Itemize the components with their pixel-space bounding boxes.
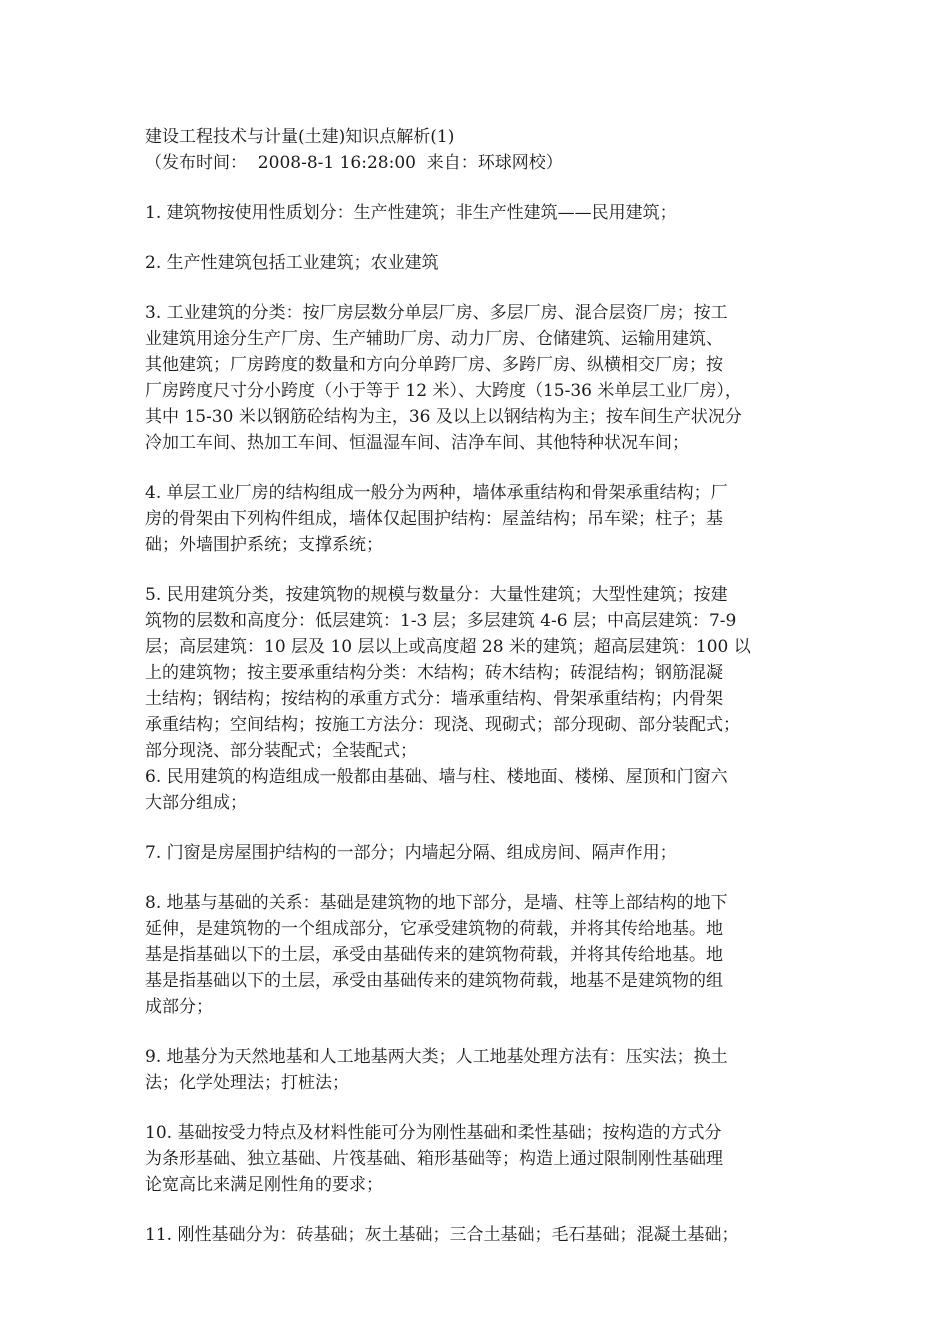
paragraph-line: 11. 刚性基础分为：砖基础；灰土基础；三合土基础；毛石基础；混凝土基础； <box>145 1225 739 1245</box>
paragraph-line: 承重结构；空间结构；按施工方法分：现浇、现砌式；部分现砌、部分装配式； <box>145 715 740 735</box>
paragraph-4 <box>145 480 825 558</box>
paragraph-gap <box>145 226 825 250</box>
paragraph-gap <box>145 816 825 840</box>
paragraph-9 <box>145 1044 825 1096</box>
paragraph-10 <box>145 1120 825 1198</box>
paragraph-gap <box>145 1096 825 1120</box>
paragraph-line: 6. 民用建筑的构造组成一般都由基础、墙与柱、楼地面、楼梯、屋顶和门窗六 <box>145 767 728 787</box>
paragraph-gap <box>145 1198 825 1222</box>
paragraph-line: 其中 15-30 米以钢筋砼结构为主，36 及以上以钢结构为主；按车间生产状况分 <box>145 407 742 427</box>
paragraph-line: 1. 建筑物按使用性质划分：生产性建筑；非生产性建筑——民用建筑； <box>145 203 677 223</box>
paragraph-11 <box>145 1222 825 1248</box>
paragraph-line: 厂房跨度尺寸分小跨度（小于等于 12 米）、大跨度（15-36 米单层工业厂房）， <box>145 381 742 401</box>
paragraph-line: 上的建筑物；按主要承重结构分类：木结构；砖木结构；砖混结构；钢筋混凝 <box>145 663 723 683</box>
paragraph-2 <box>145 250 825 276</box>
paragraph-line: 基是指基础以下的土层，承受由基础传来的建筑物荷载，并将其传给地基。地 <box>145 945 723 965</box>
paragraph-line: 5. 民用建筑分类，按建筑物的规模与数量分：大量性建筑；大型性建筑；按建 <box>145 585 728 605</box>
paragraph-line: 3. 工业建筑的分类：按厂房层数分单层厂房、多层厂房、混合层资厂房；按工 <box>145 303 728 323</box>
paragraph-line: 10. 基础按受力特点及材料性能可分为刚性基础和柔性基础；按构造的方式分 <box>145 1123 722 1143</box>
paragraph-8 <box>145 890 825 1020</box>
paragraph-line: 2. 生产性建筑包括工业建筑；农业建筑 <box>145 253 439 273</box>
paragraph-line: 业建筑用途分生产厂房、生产辅助厂房、动力厂房、仓储建筑、运输用建筑、 <box>145 329 723 349</box>
paragraph-line: 法；化学处理法；打桩法； <box>145 1073 349 1093</box>
paragraph-line: 9. 地基分为天然地基和人工地基两大类；人工地基处理方法有：压实法；换土 <box>145 1047 728 1067</box>
paragraph-line: 成部分； <box>145 997 213 1017</box>
paragraph-line: 部分现浇、部分装配式；全装配式； <box>145 741 417 761</box>
paragraph-3 <box>145 300 825 456</box>
paragraph-line: 延伸，是建筑物的一个组成部分，它承受建筑物的荷载，并将其传给地基。地 <box>145 919 723 939</box>
paragraph-line: 4. 单层工业厂房的结构组成一般分为两种，墙体承重结构和骨架承重结构；厂 <box>145 483 728 503</box>
paragraph-line: 层；高层建筑：10 层及 10 层以上或高度超 28 米的建筑；超高层建筑：100 以 <box>145 637 751 657</box>
document-meta: （发布时间： 2008-8-1 16:28:00 来自：环球网校） <box>145 153 563 173</box>
paragraph-gap <box>145 276 825 300</box>
document-title: 建设工程技术与计量(土建)知识点解析(1) <box>145 127 455 147</box>
paragraph-gap <box>145 1020 825 1044</box>
paragraph-line: 冷加工车间、热加工车间、恒温湿车间、洁净车间、其他特种状况车间； <box>145 433 689 453</box>
paragraph-gap <box>145 176 825 200</box>
paragraph-line: 筑物的层数和高度分：低层建筑：1-3 层；多层建筑 4-6 层；中高层建筑：7-9 <box>145 611 737 631</box>
paragraph-gap <box>145 866 825 890</box>
paragraph-gap <box>145 558 825 582</box>
document-page <box>145 124 825 1248</box>
paragraph-line: 为条形基础、独立基础、片筏基础、箱形基础等；构造上通过限制刚性基础理 <box>145 1149 723 1169</box>
paragraph-gap <box>145 456 825 480</box>
paragraph-5 <box>145 582 825 816</box>
paragraph-line: 房的骨架由下列构件组成，墙体仅起围护结构：屋盖结构；吊车梁；柱子；基 <box>145 509 723 529</box>
paragraph-line: 土结构；钢结构；按结构的承重方式分：墙承重结构、骨架承重结构；内骨架 <box>145 689 723 709</box>
paragraph-line: 7. 门窗是房屋围护结构的一部分；内墙起分隔、组成房间、隔声作用； <box>145 843 677 863</box>
paragraph-line: 基是指基础以下的土层，承受由基础传来的建筑物荷载，地基不是建筑物的组 <box>145 971 723 991</box>
paragraph-line: 论宽高比来满足刚性角的要求； <box>145 1175 383 1195</box>
paragraph-7 <box>145 840 825 866</box>
paragraph-line: 8. 地基与基础的关系：基础是建筑物的地下部分，是墙、柱等上部结构的地下 <box>145 893 728 913</box>
paragraph-line: 其他建筑；厂房跨度的数量和方向分单跨厂房、多跨厂房、纵横相交厂房；按 <box>145 355 723 375</box>
paragraph-1 <box>145 200 825 226</box>
paragraph-line: 础；外墙围护系统；支撑系统； <box>145 535 383 555</box>
paragraph-line: 大部分组成； <box>145 793 247 813</box>
